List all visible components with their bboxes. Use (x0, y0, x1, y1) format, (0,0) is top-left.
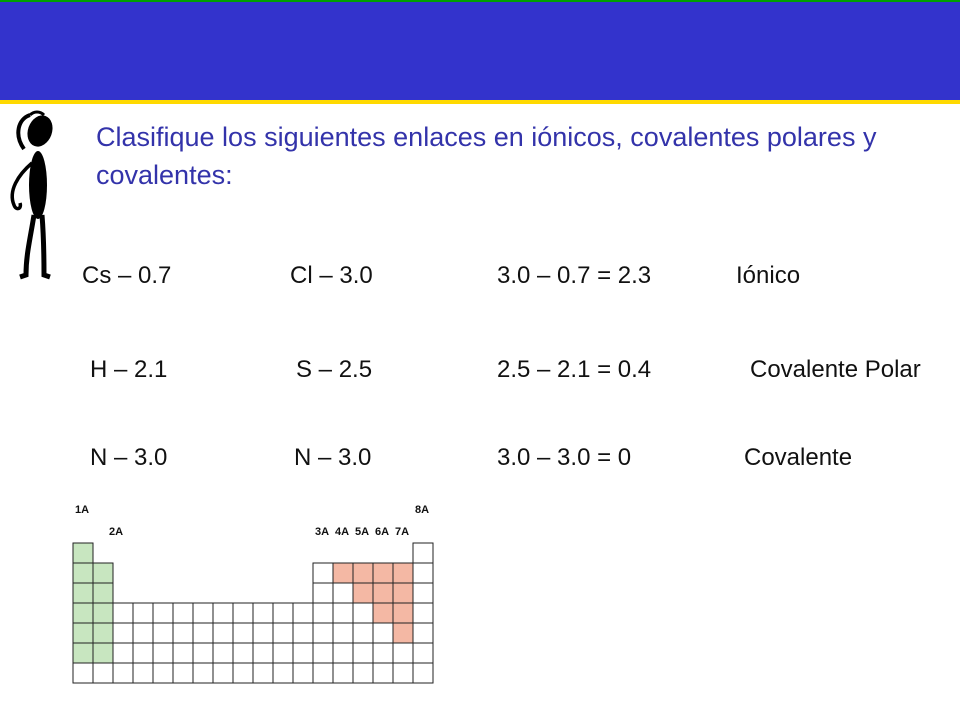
periodic-table-cell (313, 643, 333, 663)
row3-difference: 3.0 – 3.0 = 0 (497, 444, 632, 471)
periodic-table-cell (193, 603, 213, 623)
row1-difference: 3.0 – 0.7 = 2.3 (497, 262, 652, 289)
periodic-table-cell (333, 583, 353, 603)
periodic-table-cell (333, 643, 353, 663)
periodic-table-cell (413, 623, 433, 643)
periodic-table-cell (333, 623, 353, 643)
title-bar-top-edge (0, 0, 960, 2)
periodic-table-cell (233, 623, 253, 643)
periodic-table-cell (113, 623, 133, 643)
periodic-table-cell (173, 603, 193, 623)
periodic-table-cell (193, 643, 213, 663)
row2-element-a: H – 2.1 (90, 356, 168, 383)
periodic-table-cell (313, 663, 333, 683)
periodic-table-cell (373, 583, 393, 603)
periodic-table-cell (173, 663, 193, 683)
periodic-table-cell (273, 643, 293, 663)
periodic-table-cell (373, 623, 393, 643)
periodic-table-cell (213, 603, 233, 623)
periodic-table-cell (93, 663, 113, 683)
periodic-table-cell (113, 663, 133, 683)
periodic-table-cell (73, 563, 93, 583)
periodic-table-cell (73, 543, 93, 563)
periodic-table-cell (153, 603, 173, 623)
group-label: 1A (75, 504, 90, 516)
periodic-table-cell (93, 603, 113, 623)
periodic-table-cell (313, 603, 333, 623)
periodic-table-cell (333, 563, 353, 583)
periodic-table-cell (373, 563, 393, 583)
periodic-table-cell (93, 563, 113, 583)
periodic-table-cell (333, 603, 353, 623)
periodic-table-cell (353, 563, 373, 583)
periodic-table-cell (293, 603, 313, 623)
row1-element-a: Cs – 0.7 (82, 262, 172, 289)
periodic-table-cell (153, 643, 173, 663)
periodic-table-cell (133, 623, 153, 643)
periodic-table-cell (233, 603, 253, 623)
periodic-table-cell (213, 623, 233, 643)
periodic-table-cell (353, 583, 373, 603)
periodic-table-cell (73, 623, 93, 643)
periodic-table-cell (273, 603, 293, 623)
row3-element-a: N – 3.0 (90, 444, 168, 471)
group-label: 8A (415, 504, 430, 516)
title-bar (0, 0, 960, 104)
periodic-table-cell (193, 623, 213, 643)
periodic-table-cell (173, 623, 193, 643)
question-text: Clasifique los siguientes enlaces en iónicos, covalentes polares y covalentes: (96, 122, 877, 190)
periodic-table-cell (133, 663, 153, 683)
periodic-table-cell (393, 563, 413, 583)
periodic-table-cell (133, 603, 153, 623)
periodic-table-cell (213, 643, 233, 663)
periodic-table-cell (353, 603, 373, 623)
periodic-table-cell (93, 623, 113, 643)
periodic-table-cell (393, 603, 413, 623)
periodic-table-cell (73, 583, 93, 603)
row3-element-b: N – 3.0 (294, 444, 372, 471)
periodic-table-cell (253, 623, 273, 643)
periodic-table-cell (153, 663, 173, 683)
thinking-figure-icon (0, 105, 62, 290)
periodic-table-cell (213, 663, 233, 683)
periodic-table-cell (133, 643, 153, 663)
periodic-table-cell (293, 643, 313, 663)
periodic-table-cell (373, 663, 393, 683)
periodic-table-cell (373, 643, 393, 663)
periodic-table-cell (353, 623, 373, 643)
group-label: 7A (395, 526, 410, 538)
periodic-table-cell (253, 603, 273, 623)
periodic-table-cell (93, 643, 113, 663)
periodic-table-cell (413, 583, 433, 603)
periodic-table-cell (73, 663, 93, 683)
periodic-table-cell (273, 623, 293, 643)
periodic-table-cell (313, 563, 333, 583)
row2-difference: 2.5 – 2.1 = 0.4 (497, 356, 652, 383)
periodic-table-cell (173, 643, 193, 663)
periodic-table-cell (113, 643, 133, 663)
periodic-table-cell (413, 603, 433, 623)
periodic-table-cell (253, 643, 273, 663)
periodic-table-cell (153, 623, 173, 643)
periodic-table-cell (233, 663, 253, 683)
periodic-table-cell (413, 643, 433, 663)
periodic-table-cell (313, 623, 333, 643)
periodic-table-cell (293, 623, 313, 643)
group-label: 4A (335, 526, 350, 538)
row1-element-b: Cl – 3.0 (290, 262, 373, 289)
periodic-table-cell (73, 643, 93, 663)
periodic-table-cell (253, 663, 273, 683)
periodic-table-cell (353, 663, 373, 683)
group-label: 5A (355, 526, 370, 538)
periodic-table-cell (93, 583, 113, 603)
group-label: 2A (109, 526, 124, 538)
periodic-table-cell (393, 583, 413, 603)
row2-classification: Covalente Polar (750, 356, 921, 383)
row1-classification: Iónico (736, 262, 801, 289)
periodic-table-cell (273, 663, 293, 683)
group-label: 6A (375, 526, 390, 538)
periodic-table-cell (233, 643, 253, 663)
periodic-table-cell (333, 663, 353, 683)
group-label: 3A (315, 526, 330, 538)
periodic-table-cell (293, 663, 313, 683)
periodic-table-cell (313, 583, 333, 603)
periodic-table-cell (413, 563, 433, 583)
periodic-table-cell (353, 643, 373, 663)
row3-classification: Covalente (744, 444, 853, 471)
periodic-table-cell (413, 663, 433, 683)
periodic-table-cell (373, 603, 393, 623)
periodic-table-cell (393, 623, 413, 643)
periodic-table-cell (393, 663, 413, 683)
periodic-table-cell (393, 643, 413, 663)
periodic-table-cell (193, 663, 213, 683)
periodic-table-cell (73, 603, 93, 623)
periodic-table-cell (413, 543, 433, 563)
row2-element-b: S – 2.5 (296, 356, 373, 383)
periodic-table-cell (113, 603, 133, 623)
